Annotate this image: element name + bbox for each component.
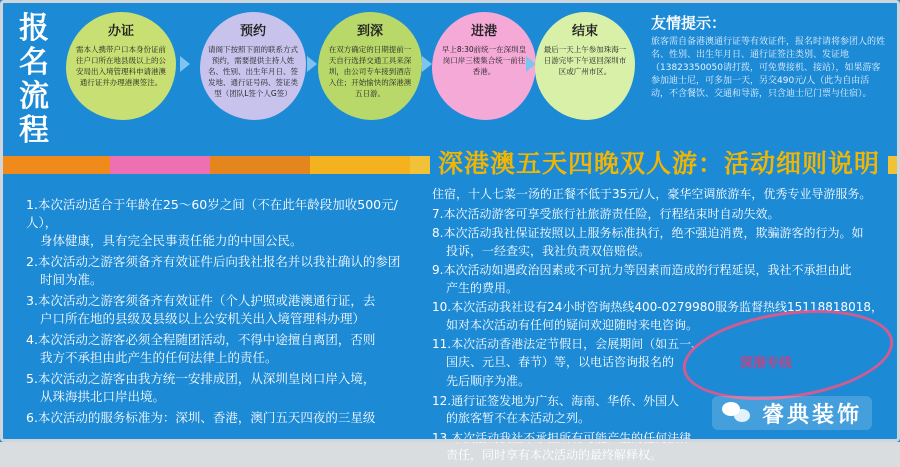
step-bubble-apply [66,12,176,120]
step-desc: 早上8:30前统一在深圳皇岗口岸三楼集合统一前往香港。 [441,45,527,76]
stamp-text: 深港专线 [740,356,793,371]
friendly-tip-title: 友情提示： [651,14,727,32]
rule-text: 6.本次活动的服务标准为：深圳、香港，澳门五天四夜的三星级 [26,410,376,425]
rule-text: 12.通行证签发地为广东、海南、华侨、外国人 [432,393,680,408]
step-bubble-reserve [200,12,306,120]
wechat-watermark [712,396,872,430]
rule-item [26,409,420,427]
rule-text: 9.本次活动如遇政治因素或不可抗力等因素而造成的行程延误，我社不承担由此 [432,263,852,277]
rule-text: 我方不承担由此产生的任何法律上的责任。 [40,350,278,365]
step-bubble-arrive [318,12,422,120]
rule-text: 住宿，十人七菜一汤的正餐不低于35元/人，豪华空调旅游车，优秀专业导游服务。 [432,187,872,201]
rule-text: 8.本次活动我社保证按照以上服务标准执行，绝不强迫消费，欺骗游客的行为。如 [432,226,864,240]
rule-item [432,262,894,297]
rules-heading: 深港澳五天四晚双人游：活动细则说明 [430,146,888,182]
color-strip [0,156,110,174]
rule-text: 4.本次活动之游客必须全程随团活动，不得中途擅自离团，否则 [26,332,376,347]
rule-item [26,331,420,367]
step-label: 到深 [356,24,383,39]
rule-text: 时间为准。 [40,272,103,287]
arrow-right-icon [180,56,190,72]
rule-text: 国庆、元旦、春节）等，以电话咨询报名的 [446,354,675,369]
step-bubble-end [535,12,635,120]
arrow-right-icon [307,56,317,72]
arrow-right-icon [422,56,432,72]
rule-text: 5.本次活动之游客由我方统一安排成团，从深圳皇岗口岸入境， [26,371,376,386]
rule-text: 10.本次活动我社设有24小时咨询热线400-0279980服务监督热线15118818018， [432,300,884,314]
color-strip [110,156,210,174]
rule-item [26,292,420,328]
rule-text: 1.本次活动适合于年龄在25～60岁之间（不在此年龄段加收500元/人）， [26,197,398,230]
rule-text: 2.本次活动之游客须备齐有效证件后向我社报名并以我社确认的参团 [26,254,401,269]
rule-text: 户口所在地的县级及县级以上公安机关出入境管理科办理） [40,311,366,326]
color-strip [210,156,310,174]
friendly-tip-text: 旅客需自备港澳通行证等有效证件，报名时请将参团人的姓名、性别、出生年月日、通行证签注类别、发证地（13823350050请打拨，可免费接机、接站），如果游客参加迪士尼，可多加一天，另交490元/人（此为自由活动，不含餐饮、交通和导游，只含迪士尼门票与住宿）。 [651,37,886,99]
rules-left-column [26,196,420,430]
step-bubble-enter-hk [432,12,536,120]
rule-text: 13.本次活动我社不承担所有可能产生的任何法律 [432,430,692,445]
rule-text: 从珠海拱北口岸出境。 [40,389,166,404]
step-desc: 最后一天上午参加珠海一日游完毕下午返回深圳市区或广州市区。 [543,45,627,76]
rule-text: 产生的费用。 [446,280,519,295]
rule-item [432,186,894,204]
step-label: 进港 [470,24,497,39]
step-desc: 需本人携带户口本身份证前往户口所在地县级以上的公安局出入境管理科申请港澳通行证并办理港澳签注。 [76,45,166,87]
rule-text: 投诉，一经查实，我社负责双倍赔偿。 [446,243,651,258]
step-label: 办证 [107,24,134,39]
rule-item [26,370,420,406]
rule-text: 3.本次活动之游客须备齐有效证件（个人护照或港澳通行证，去 [26,293,376,308]
rule-item [26,196,420,250]
rule-text: 身体健康，具有完全民事责任能力的中国公民。 [40,233,303,248]
step-desc: 请阁下按照下面的联系方式预约，需要提供主持人姓名、性别、出生年月日、签发地、通行证号码、签证类型（团队L签个人G签） [208,45,298,98]
rule-text: 如对本次活动有任何的疑问欢迎随时来电咨询。 [446,317,699,332]
step-label: 结束 [571,24,598,39]
rule-text: 的旅客暂不在本活动之列。 [446,411,591,425]
rule-text: 先后顺序为准。 [446,374,531,388]
brand-name: 睿典装饰 [762,402,863,428]
rule-item [432,430,894,465]
rule-text: 11.本次活动香港法定节假日，会展期间（如五一、 [432,337,704,351]
color-strip [310,156,410,174]
wechat-icon [722,402,752,424]
step-desc: 在双方确定的日期提前一天自行选择交通工具来深圳，由公司专车接到酒店入住；开始愉快的深港澳五日游。 [328,45,412,98]
step-label: 预约 [239,24,266,39]
rule-item [432,206,894,224]
process-side-title: 报名流程 [19,11,49,148]
rule-text: 责任，同时享有本次活动的最终解释权。 [446,448,663,462]
rule-item [26,253,420,289]
rule-text: 7.本次活动游客可享受旅行社旅游责任险，行程结束时自动失效。 [432,206,780,221]
rule-item [432,225,894,260]
